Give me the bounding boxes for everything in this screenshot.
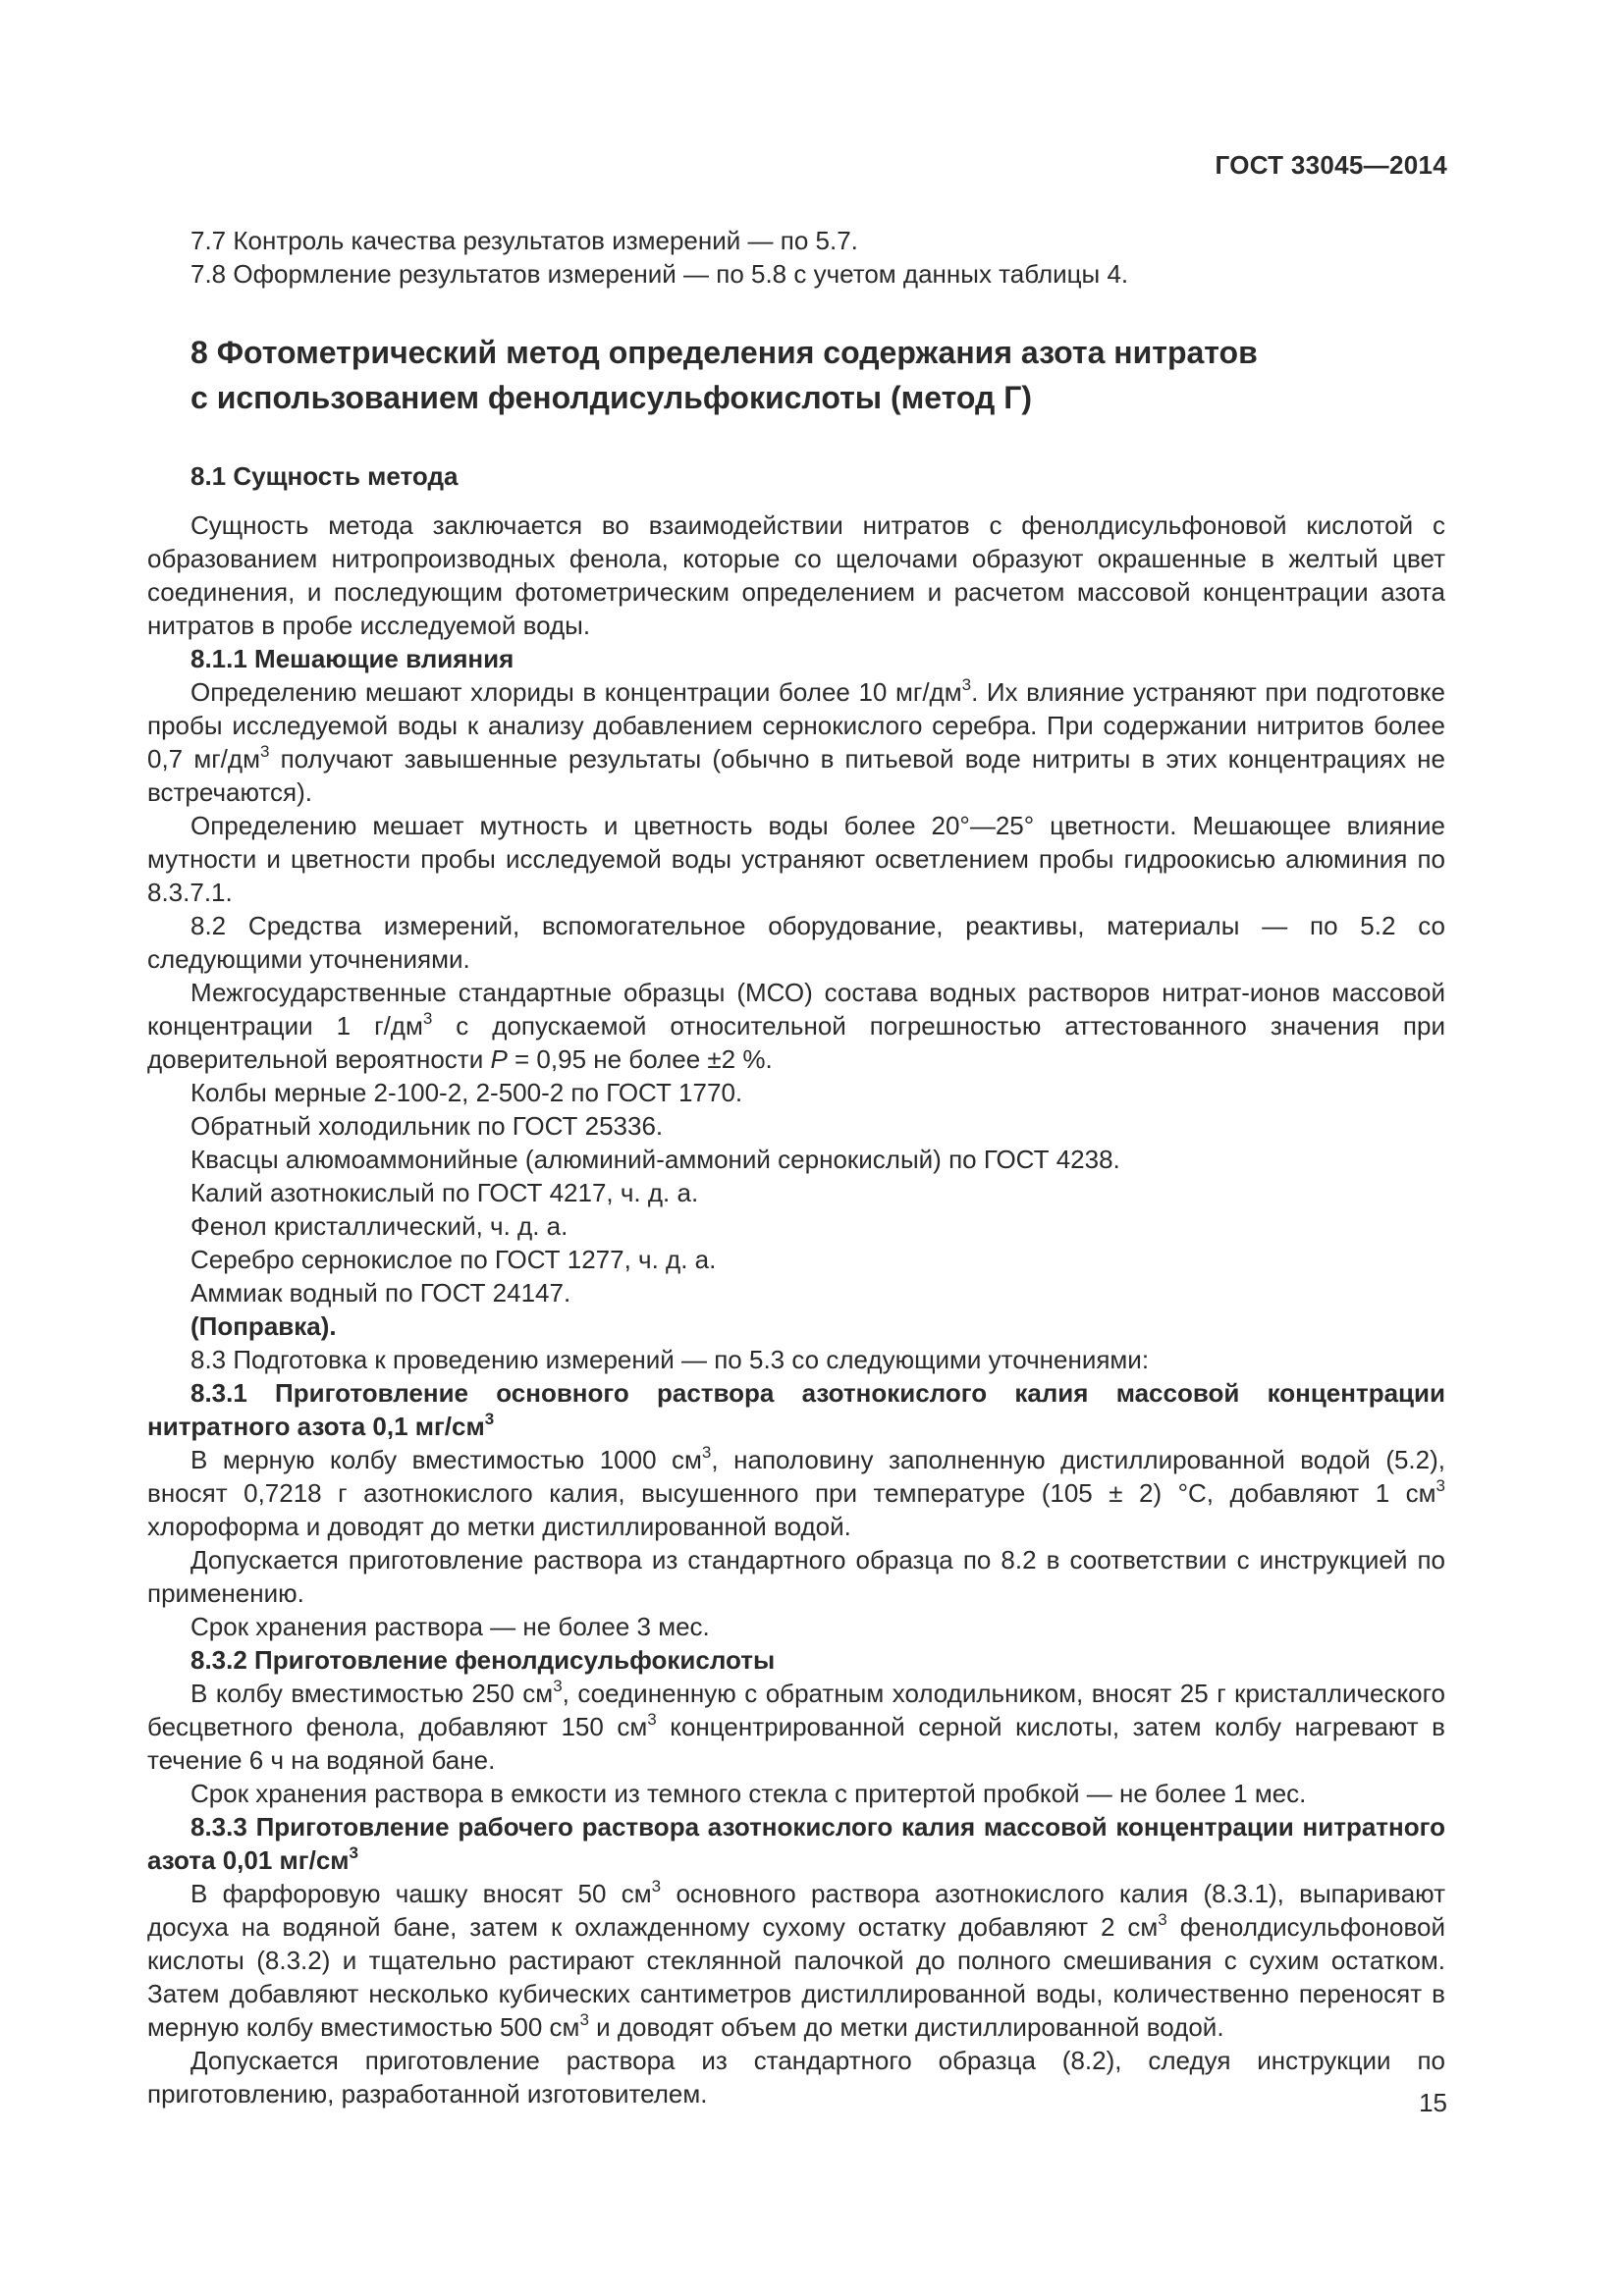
paragraph-7-8: 7.8 Оформление результатов измерений — по 5.8 с учетом данных таблицы 4. <box>190 259 1129 289</box>
paragraph-8-2-mso: Межгосударственные стандартные образцы (МСО) состава водных растворов нитрат-ионов массовой концентрации 1 $г/дм^3$ с допускаемой относительной погрешностью аттестованного значения при доверительной вероятности P = 0,95 не более ±2 %. <box>147 978 1445 1074</box>
paragraph-8-3-1-procedure: В мерную колбу вместимостью 1000 $см^3$, наполовину заполненную дистиллированной водой (5.2), вносят 0,7218 г азотнокислого калия, высушенного при температуре (105 ± 2) °С, добавляют 1 $см^3$ хлороформа и доводят до метки дистиллированной водой. <box>147 1443 1445 1541</box>
equipment-item: Квасцы алюмоаммонийные (алюминий-аммоний сернокислый) по ГОСТ 4238. <box>190 1145 1120 1174</box>
equipment-item: Серебро сернокислое по ГОСТ 1277, ч. д. а. <box>190 1245 717 1274</box>
page-number: 15 <box>1419 2088 1447 2117</box>
paragraph-8-3-1-storage: Срок хранения раствора — не более 3 мес. <box>190 1612 710 1641</box>
equipment-item: Фенол кристаллический, ч. д. а. <box>190 1211 568 1241</box>
subsection-8-1-text: Сущность метода заключается во взаимодействии нитратов с фенолдисульфоновой кислотой с образованием нитропроизводных фенола, которые со щелочами образуют окрашенные в желтый цвет соединения, и последующим фотометрическим определением и расчетом массовой концентрации азота нитратов в пробе исследуемой воды. <box>147 510 1445 640</box>
paragraph-7-7: 7.7 Контроль качества результатов измерений — по 5.7. <box>190 226 858 255</box>
paragraph-8-3: 8.3 Подготовка к проведению измерений — по 5.3 со следующими уточнениями: <box>190 1345 1150 1374</box>
equipment-item: Колбы мерные 2-100-2, 2-500-2 по ГОСТ 1770. <box>190 1078 743 1107</box>
subsection-8-3-1-title: 8.3.1 Приготовление основного раствора азотнокислого калия массовой концентрации нитратного азота 0,1 $мг/см^3$ <box>147 1378 1445 1441</box>
section-8-title-line2: с использованием фенолдисульфокислоты (метод Г) <box>190 380 1033 415</box>
paragraph-8-3-3-allowed: Допускается приготовление раствора из стандартного образца (8.2), следуя инструкции по приготовлению, разработанной изготовителем. <box>147 2046 1445 2109</box>
section-8-title-line1: 8 Фотометрический метод определения содержания азота нитратов <box>190 335 1258 370</box>
paragraph-8-1-1-turbidity: Определению мешает мутность и цветность воды более 20°—25° цветности. Мешающее влияние мутности и цветности пробы исследуемой воды устраняют осветлением пробы гидроокисью алюминия по 8.3.7.1. <box>147 811 1445 907</box>
paragraph-8-3-1-allowed: Допускается приготовление раствора из стандартного образца по 8.2 в соответствии с инструкцией по применению. <box>147 1545 1445 1608</box>
paragraph-8-3-2-storage: Срок хранения раствора в емкости из темного стекла с притертой пробкой — не более 1 мес. <box>190 1779 1307 1808</box>
amendment-note: (Поправка). <box>190 1311 337 1341</box>
subsection-8-1-1-title: 8.1.1 Мешающие влияния <box>190 644 514 673</box>
subsection-8-3-3-title: 8.3.3 Приготовление рабочего раствора азотнокислого калия массовой концентрации нитратного азота 0,01 $мг/см^3$ <box>147 1812 1445 1875</box>
subsection-8-1-title: 8.1 Сущность метода <box>190 461 459 491</box>
document-header: ГОСТ 33045—2014 <box>1215 150 1447 180</box>
section-8-title <box>147 330 1445 420</box>
equipment-item: Обратный холодильник по ГОСТ 25336. <box>190 1111 664 1141</box>
equipment-item: Калий азотнокислый по ГОСТ 4217, ч. д. а. <box>190 1178 699 1207</box>
paragraph-8-3-3-procedure: В фарфоровую чашку вносят 50 $см^3$ основного раствора азотнокислого калия (8.3.1), выпаривают досуха на водяной бане, затем к охлажденному сухому остатку добавляют 2 $см^3$ фенолдисульфоновой кислоты (8.3.2) и тщательно растирают стеклянной палочкой до полного смешивания с сухим остатком. Затем добавляют несколько кубических сантиметров дистиллированной воды, количественно переносят в мерную колбу вместимостью 500 $см^3$ и доводят объем до метки дистиллированной водой. <box>147 1877 1446 2042</box>
paragraph-8-1-1-interference: Определению мешают хлориды в концентрации более 10 $мг/дм^3$. Их влияние устраняют при подготовке пробы исследуемой воды к анализу добавлением сернокислого серебра. При содержании нитритов более 0,7 $мг/дм^3$ получают завышенные результаты (обычно в питьевой воде нитриты в этих концентрациях не встречаются). <box>147 675 1445 807</box>
document-body <box>147 224 1445 2110</box>
equipment-item: Аммиак водный по ГОСТ 24147. <box>190 1278 571 1308</box>
paragraph-8-3-2-procedure: В колбу вместимостью 250 $см^3$, соединенную с обратным холодильником, вносят 25 г кристаллического бесцветного фенола, добавляют 150 $см^3$ концентрированной серной кислоты, затем колбу нагревают в течение 6 ч на водяной бане. <box>147 1677 1445 1775</box>
subsection-8-3-2-title: 8.3.2 Приготовление фенолдисульфокислоты <box>190 1645 776 1675</box>
paragraph-8-2: 8.2 Средства измерений, вспомогательное оборудование, реактивы, материалы — по 5.2 со следующими уточнениями. <box>147 911 1445 974</box>
